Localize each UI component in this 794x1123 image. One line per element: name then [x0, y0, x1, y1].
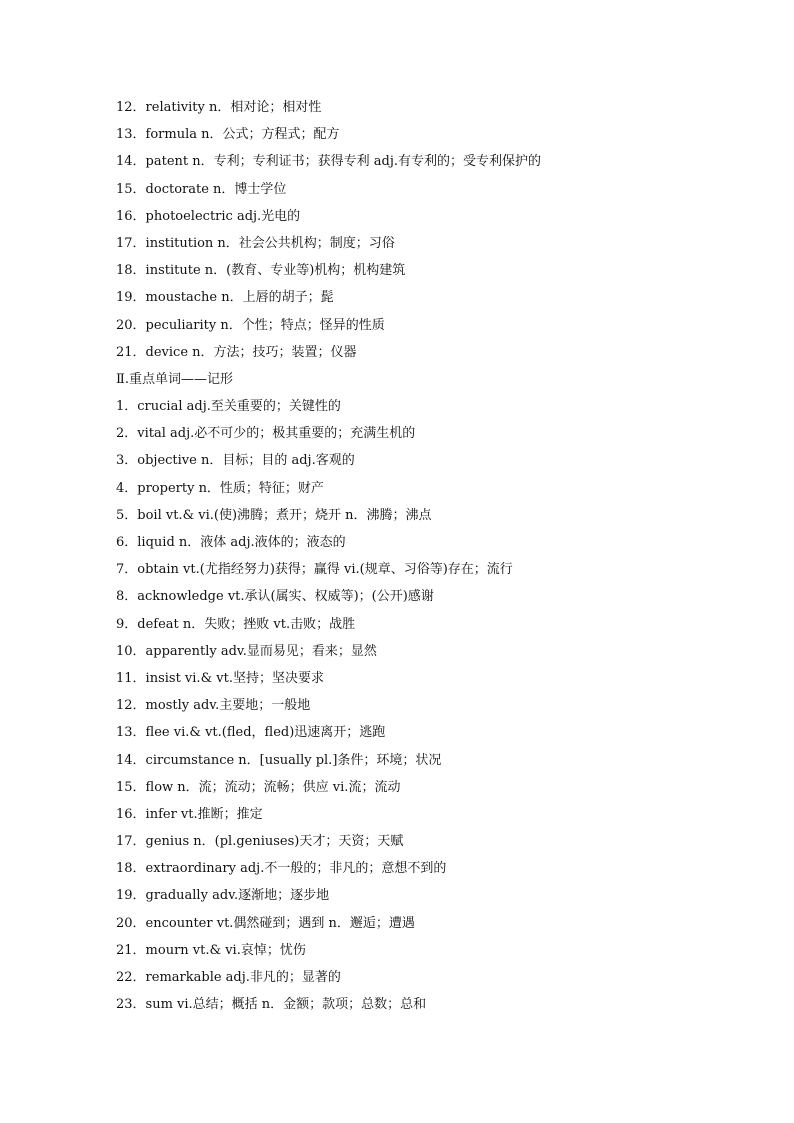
- vocab-entry: 14．patent n．专利；专利证书；获得专利 adj.有专利的；受专利保护的: [116, 154, 542, 170]
- vocab-entry: 19．moustache n．上唇的胡子；髭: [116, 290, 334, 306]
- vocab-entry: 15．flow n．流；流动；流畅；供应 vi.流；流动: [116, 779, 401, 795]
- vocab-entry: 21．mourn vt.& vi.哀悼；忧伤: [116, 942, 306, 958]
- vocab-entry: 18．institute n．(教育、专业等)机构；机构建筑: [116, 263, 406, 279]
- vocab-entry: 5．boil vt.& vi.(使)沸腾；煮开；烧开 n．沸腾；沸点: [116, 507, 432, 523]
- vocab-entry: 8．acknowledge vt.承认(属实、权威等)；(公开)感谢: [116, 589, 434, 605]
- vocab-entry: 17．genius n．(pl.geniuses)天才；天资；天赋: [116, 834, 404, 850]
- vocab-entry: 2．vital adj.必不可少的；极其重要的；充满生机的: [116, 426, 416, 442]
- section-heading: Ⅱ.重点单词——记形: [116, 371, 233, 387]
- vocab-entry: 6．liquid n．液体 adj.液体的；液态的: [116, 535, 346, 550]
- vocab-entry: 1．crucial adj.至关重要的；关键性的: [116, 399, 341, 415]
- vocab-entry: 17．institution n．社会公共机构；制度；习俗: [116, 235, 395, 251]
- vocab-entry: 13．flee vi.& vt.(fled，fled)迅速离开；逃跑: [116, 725, 386, 741]
- vocab-entry: 10．apparently adv.显而易见；看来；显然: [116, 643, 377, 659]
- vocab-entry: 3．objective n．目标；目的 adj.客观的: [116, 453, 355, 469]
- vocab-entry: 21．device n．方法；技巧；装置；仪器: [116, 344, 357, 360]
- vocab-entry: 4．property n．性质；特征；财产: [116, 480, 324, 496]
- vocab-entry: 18．extraordinary adj.不一般的；非凡的；意想不到的: [116, 861, 447, 877]
- vocab-entry: 20．encounter vt.偶然碰到；遇到 n．邂逅；遭遇: [116, 915, 415, 931]
- vocab-entry: 9．defeat n．失败；挫败 vt.击败；战胜: [116, 616, 356, 632]
- vocabulary-list: [116, 94, 756, 1018]
- vocab-entry: 22．remarkable adj.非凡的；显著的: [116, 970, 341, 985]
- vocab-entry: 14．circumstance n．[usually pl.]条件；环境；状况: [116, 752, 442, 768]
- vocab-entry: 7．obtain vt.(尤指经努力)获得；赢得 vi.(规章、习俗等)存在；流行: [116, 562, 513, 578]
- vocab-entry: 11．insist vi.& vt.坚持；坚决要求: [116, 670, 324, 686]
- vocab-entry: 12．mostly adv.主要地；一般地: [116, 698, 311, 714]
- vocab-entry: 12．relativity n．相对论；相对性: [116, 100, 322, 115]
- vocab-entry: 16．infer vt.推断；推定: [116, 806, 263, 822]
- vocab-entry: 13．formula n．公式；方程式；配方: [116, 127, 340, 143]
- vocab-entry: 19．gradually adv.逐渐地；逐步地: [116, 888, 330, 904]
- vocab-entry: 15．doctorate n．博士学位: [116, 181, 287, 197]
- vocab-entry: 20．peculiarity n．个性；特点；怪异的性质: [116, 317, 385, 333]
- vocab-entry: 23．sum vi.总结；概括 n．金额；款项；总数；总和: [116, 997, 427, 1013]
- vocab-entry: 16．photoelectric adj.光电的: [116, 208, 301, 224]
